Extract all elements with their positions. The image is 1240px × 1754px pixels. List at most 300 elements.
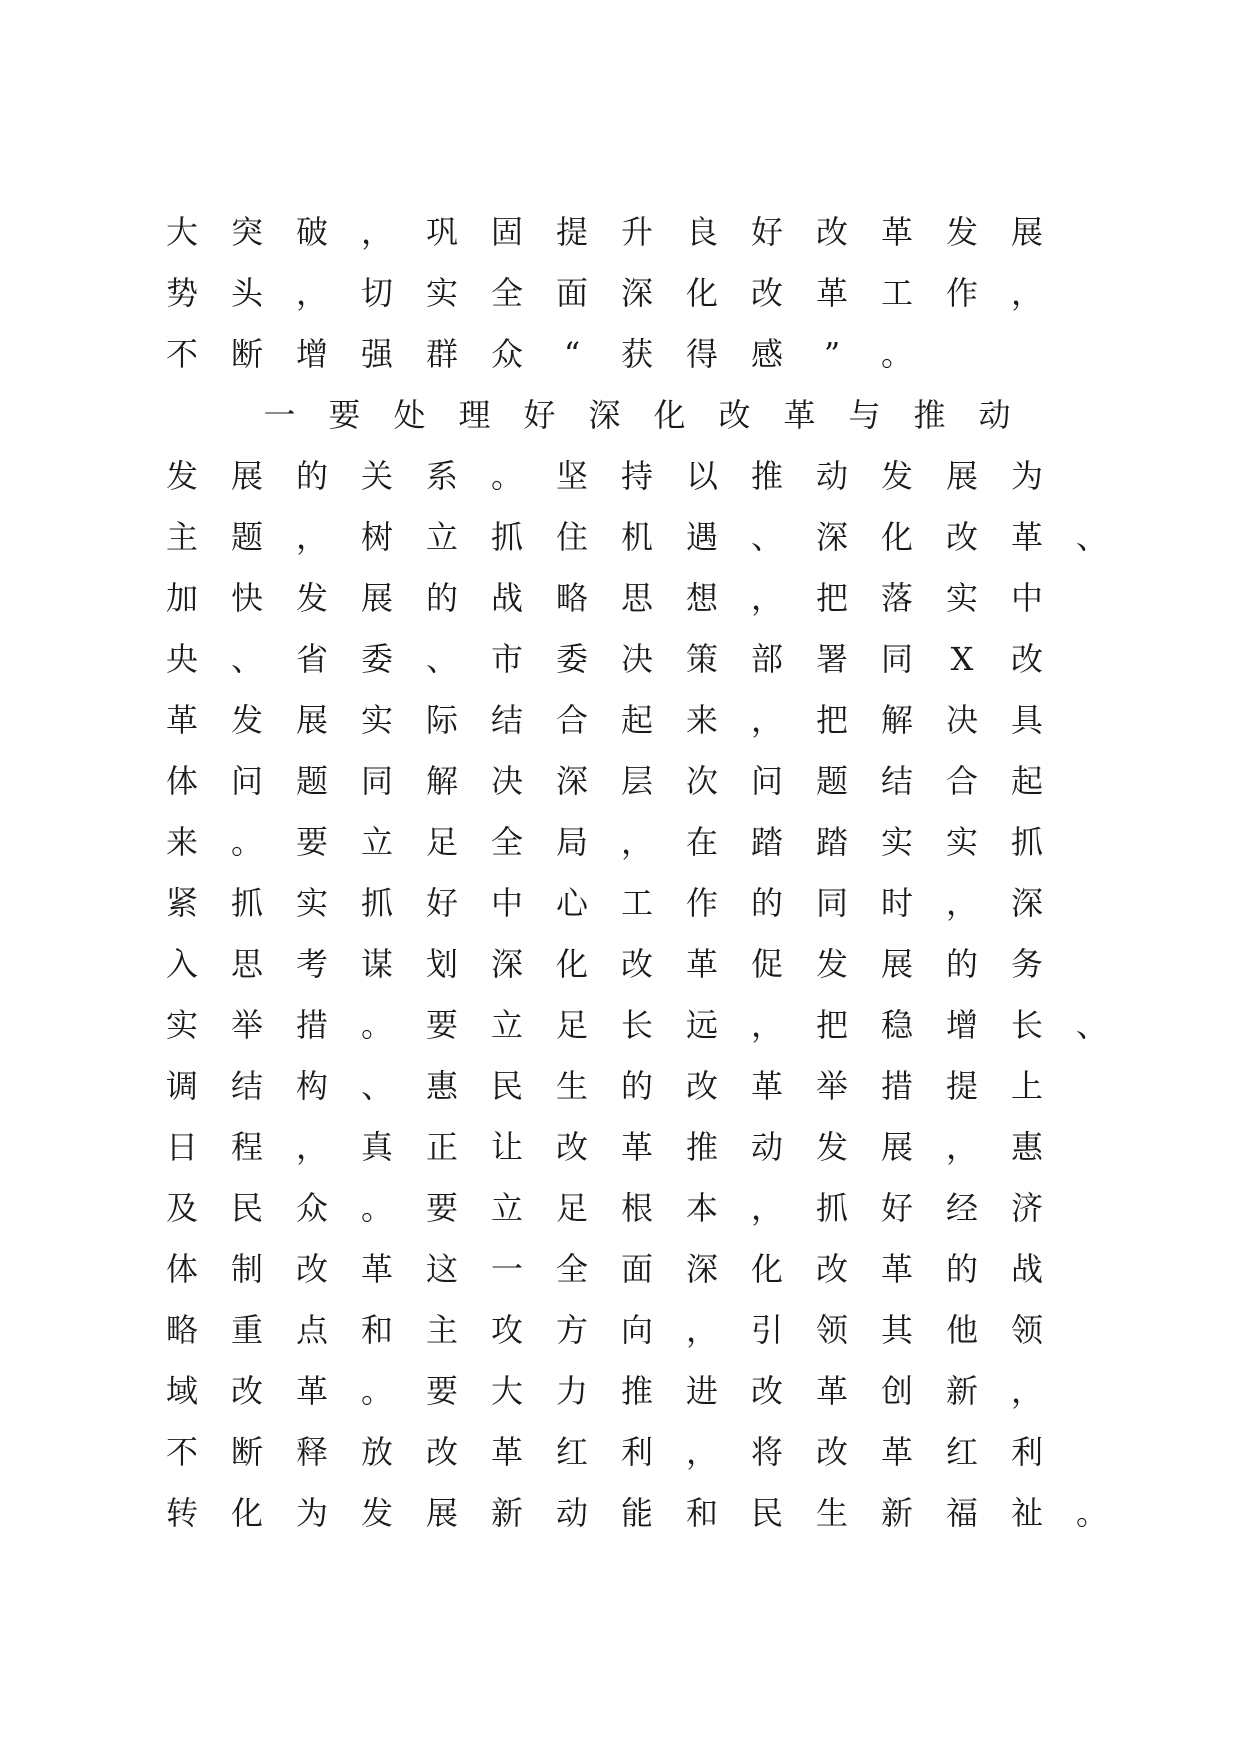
text-char: 要 (425, 1006, 458, 1044)
text-char: 引 (750, 1311, 783, 1349)
text-char: 经 (945, 1189, 978, 1227)
text-char: 抓 (360, 884, 393, 922)
text-line-1 (0, 208, 1240, 256)
text-char: 题 (230, 518, 263, 556)
text-char: 、 (1075, 518, 1108, 556)
text-char: 抓 (490, 518, 523, 556)
text-char: 断 (230, 335, 263, 373)
text-char: 思 (620, 579, 653, 617)
text-char: 展 (230, 457, 263, 495)
text-char: 展 (360, 579, 393, 617)
text-line-8 (0, 635, 1240, 683)
text-char: 全 (490, 274, 523, 312)
text-char: 革 (815, 274, 848, 312)
text-char: 足 (425, 823, 458, 861)
text-char: 释 (295, 1433, 328, 1471)
text-char: 工 (880, 274, 913, 312)
text-char: 的 (425, 579, 458, 617)
text-char: 革 (620, 1128, 653, 1166)
text-char: ， (750, 1006, 783, 1044)
text-char: 举 (230, 1006, 263, 1044)
text-char: 制 (230, 1250, 263, 1288)
text-char: 持 (620, 457, 653, 495)
text-line-4 (0, 391, 1240, 439)
text-char: 同 (880, 640, 913, 678)
text-char: 他 (945, 1311, 978, 1349)
text-char: 济 (1010, 1189, 1043, 1227)
text-char: 日 (165, 1128, 198, 1166)
text-char: 祉 (1010, 1494, 1043, 1532)
text-char: 化 (880, 518, 913, 556)
text-char: 全 (555, 1250, 588, 1288)
text-char: 理 (458, 396, 491, 434)
text-char: 结 (490, 701, 523, 739)
text-char: 立 (360, 823, 393, 861)
text-char: 断 (230, 1433, 263, 1471)
text-char: 让 (490, 1128, 523, 1166)
text-char: 问 (230, 762, 263, 800)
text-char: 本 (685, 1189, 718, 1227)
text-char: 立 (425, 518, 458, 556)
text-char: 谋 (360, 945, 393, 983)
text-char: 发 (230, 701, 263, 739)
text-char: 展 (295, 701, 328, 739)
text-char: 立 (490, 1006, 523, 1044)
text-char: 面 (620, 1250, 653, 1288)
text-char: 程 (230, 1128, 263, 1166)
text-char: 市 (490, 640, 523, 678)
text-char: 合 (555, 701, 588, 739)
text-char: ， (685, 1433, 718, 1471)
text-char: 推 (750, 457, 783, 495)
text-char: 增 (295, 335, 328, 373)
text-char: 面 (555, 274, 588, 312)
text-char: 把 (815, 579, 848, 617)
text-char: 惠 (425, 1067, 458, 1105)
text-line-22 (0, 1489, 1240, 1537)
text-char: 。 (230, 823, 263, 861)
text-char: ， (620, 823, 653, 861)
text-char: 省 (295, 640, 328, 678)
text-char: 利 (620, 1433, 653, 1471)
text-char: 的 (620, 1067, 653, 1105)
text-char: 遇 (685, 518, 718, 556)
text-char: 工 (620, 884, 653, 922)
text-char: 动 (750, 1128, 783, 1166)
text-char: 众 (295, 1189, 328, 1227)
text-char: 构 (295, 1067, 328, 1105)
text-char: 得 (685, 335, 718, 373)
text-line-10 (0, 757, 1240, 805)
text-char: 新 (880, 1494, 913, 1532)
text-line-17 (0, 1184, 1240, 1232)
text-char: 深 (620, 274, 653, 312)
text-char: 。 (360, 1372, 393, 1410)
text-line-5 (0, 452, 1240, 500)
text-char: 方 (555, 1311, 588, 1349)
text-char: 考 (295, 945, 328, 983)
text-char: 具 (1010, 701, 1043, 739)
text-char: 紧 (165, 884, 198, 922)
text-char: 革 (750, 1067, 783, 1105)
text-line-6 (0, 513, 1240, 561)
text-char: 创 (880, 1372, 913, 1410)
text-char: 想 (685, 579, 718, 617)
text-char: 革 (1010, 518, 1043, 556)
text-char: 战 (490, 579, 523, 617)
text-char: 、 (750, 518, 783, 556)
text-char: 深 (815, 518, 848, 556)
text-char: 改 (620, 945, 653, 983)
text-char: 化 (685, 274, 718, 312)
text-char: 不 (165, 1433, 198, 1471)
text-line-21 (0, 1428, 1240, 1476)
text-char: 抓 (815, 1189, 848, 1227)
text-char: 题 (295, 762, 328, 800)
text-char: 长 (620, 1006, 653, 1044)
text-char: 体 (165, 762, 198, 800)
text-char: 提 (945, 1067, 978, 1105)
text-char: 改 (815, 1250, 848, 1288)
text-char: 、 (230, 640, 263, 678)
text-char: 改 (555, 1128, 588, 1166)
text-char: 要 (425, 1189, 458, 1227)
text-char: 心 (555, 884, 588, 922)
text-char: 决 (945, 701, 978, 739)
text-char: 其 (880, 1311, 913, 1349)
text-char: 转 (165, 1494, 198, 1532)
text-char: 势 (165, 274, 198, 312)
text-char: 坚 (555, 457, 588, 495)
text-char: 改 (230, 1372, 263, 1410)
text-char: 体 (165, 1250, 198, 1288)
text-char: 放 (360, 1433, 393, 1471)
text-char: 改 (685, 1067, 718, 1105)
text-char: 深 (1010, 884, 1043, 922)
text-char: 巩 (425, 213, 458, 251)
text-char: 红 (555, 1433, 588, 1471)
text-char: 结 (230, 1067, 263, 1105)
text-char: 作 (685, 884, 718, 922)
text-char: 加 (165, 579, 198, 617)
text-char: 领 (815, 1311, 848, 1349)
text-char: 深 (685, 1250, 718, 1288)
text-line-11 (0, 818, 1240, 866)
text-char: 。 (880, 335, 913, 373)
text-line-9 (0, 696, 1240, 744)
text-char: 抓 (1010, 823, 1043, 861)
text-char: ， (685, 1311, 718, 1349)
text-char: 群 (425, 335, 458, 373)
text-char: 快 (230, 579, 263, 617)
text-char: 力 (555, 1372, 588, 1410)
text-char: 革 (783, 396, 816, 434)
text-char: 的 (945, 945, 978, 983)
text-char: 抓 (230, 884, 263, 922)
text-char: 为 (1010, 457, 1043, 495)
text-char: 策 (685, 640, 718, 678)
text-char: 改 (425, 1433, 458, 1471)
text-char: 良 (685, 213, 718, 251)
text-char: 发 (815, 945, 848, 983)
text-line-15 (0, 1062, 1240, 1110)
text-char: 发 (165, 457, 198, 495)
text-char: 踏 (815, 823, 848, 861)
text-char: ， (295, 518, 328, 556)
text-char: 、 (1075, 1006, 1108, 1044)
text-char: 好 (425, 884, 458, 922)
text-char: 推 (913, 396, 946, 434)
text-char: 结 (880, 762, 913, 800)
text-char: 新 (945, 1372, 978, 1410)
text-char: 化 (555, 945, 588, 983)
text-char: 踏 (750, 823, 783, 861)
text-char: 的 (295, 457, 328, 495)
text-char: 署 (815, 640, 848, 678)
text-char: 这 (425, 1250, 458, 1288)
text-char: 起 (620, 701, 653, 739)
text-char: 时 (880, 884, 913, 922)
text-char: 全 (490, 823, 523, 861)
text-char: ， (295, 274, 328, 312)
text-char: 机 (620, 518, 653, 556)
text-line-18 (0, 1245, 1240, 1293)
text-char: 将 (750, 1433, 783, 1471)
text-char: 强 (360, 335, 393, 373)
text-char: 生 (815, 1494, 848, 1532)
text-line-20 (0, 1367, 1240, 1415)
text-char: 革 (165, 701, 198, 739)
text-char: 化 (750, 1250, 783, 1288)
text-char: 要 (425, 1372, 458, 1410)
text-char: 略 (555, 579, 588, 617)
text-char: 树 (360, 518, 393, 556)
text-char: 决 (490, 762, 523, 800)
text-char: 部 (750, 640, 783, 678)
text-char: 划 (425, 945, 458, 983)
text-char: 固 (490, 213, 523, 251)
text-char: X (950, 640, 974, 678)
text-char: ， (295, 1128, 328, 1166)
text-char: 解 (880, 701, 913, 739)
text-char: 头 (230, 274, 263, 312)
text-line-7 (0, 574, 1240, 622)
text-char: 及 (165, 1189, 198, 1227)
text-char: ， (750, 1189, 783, 1227)
text-line-2 (0, 269, 1240, 317)
text-char: ， (945, 1128, 978, 1166)
text-char: 破 (295, 213, 328, 251)
text-char: 切 (360, 274, 393, 312)
text-char: 改 (815, 1433, 848, 1471)
text-char: 、 (360, 1067, 393, 1105)
text-char: 委 (555, 640, 588, 678)
text-char: 升 (620, 213, 653, 251)
text-char: 化 (230, 1494, 263, 1532)
text-char: 革 (490, 1433, 523, 1471)
text-char: 实 (945, 579, 978, 617)
text-char: ， (750, 701, 783, 739)
text-char: 展 (880, 945, 913, 983)
text-char: 生 (555, 1067, 588, 1105)
text-char: 增 (945, 1006, 978, 1044)
text-char: 要 (295, 823, 328, 861)
text-char: 以 (685, 457, 718, 495)
text-char: 。 (360, 1006, 393, 1044)
text-char: “ (563, 335, 581, 373)
text-char: 重 (230, 1311, 263, 1349)
text-char: 来 (165, 823, 198, 861)
text-char: 利 (1010, 1433, 1043, 1471)
text-char: 举 (815, 1067, 848, 1105)
text-char: 关 (360, 457, 393, 495)
text-char: 层 (620, 762, 653, 800)
text-char: 局 (555, 823, 588, 861)
text-char: 发 (880, 457, 913, 495)
text-char: 改 (295, 1250, 328, 1288)
text-char: 不 (165, 335, 198, 373)
text-char: 措 (880, 1067, 913, 1105)
text-char: 发 (295, 579, 328, 617)
text-line-14 (0, 1001, 1240, 1049)
text-char: 展 (1010, 213, 1043, 251)
text-char: 处 (393, 396, 426, 434)
text-char: 实 (425, 274, 458, 312)
text-char: 好 (750, 213, 783, 251)
text-char: 远 (685, 1006, 718, 1044)
text-char: 民 (230, 1189, 263, 1227)
text-char: 住 (555, 518, 588, 556)
text-line-12 (0, 879, 1240, 927)
text-char: 好 (880, 1189, 913, 1227)
text-char: 众 (490, 335, 523, 373)
text-char: 根 (620, 1189, 653, 1227)
text-char: 改 (750, 1372, 783, 1410)
text-char: 深 (490, 945, 523, 983)
text-char: 立 (490, 1189, 523, 1227)
text-char: 稳 (880, 1006, 913, 1044)
text-char: 动 (555, 1494, 588, 1532)
text-char: 革 (295, 1372, 328, 1410)
text-char: 革 (880, 1250, 913, 1288)
text-char: 一 (263, 396, 296, 434)
text-char: 把 (815, 1006, 848, 1044)
text-char: 主 (165, 518, 198, 556)
text-char: 中 (1010, 579, 1043, 617)
text-char: 化 (653, 396, 686, 434)
text-char: 好 (523, 396, 556, 434)
text-char: 实 (880, 823, 913, 861)
text-char: 大 (490, 1372, 523, 1410)
text-char: ” (823, 335, 841, 373)
text-char: 深 (588, 396, 621, 434)
text-char: 领 (1010, 1311, 1043, 1349)
text-char: 措 (295, 1006, 328, 1044)
text-char: 中 (490, 884, 523, 922)
text-char: 发 (815, 1128, 848, 1166)
text-char: 展 (425, 1494, 458, 1532)
text-char: 提 (555, 213, 588, 251)
text-char: 域 (165, 1372, 198, 1410)
text-char: 革 (815, 1372, 848, 1410)
text-char: 革 (880, 1433, 913, 1471)
text-char: 解 (425, 762, 458, 800)
text-char: 大 (165, 213, 198, 251)
text-char: 实 (945, 823, 978, 861)
text-line-3 (0, 330, 1240, 378)
text-char: 起 (1010, 762, 1043, 800)
text-char: 和 (360, 1311, 393, 1349)
text-char: 实 (295, 884, 328, 922)
text-char: 与 (848, 396, 881, 434)
text-char: 调 (165, 1067, 198, 1105)
text-char: 和 (685, 1494, 718, 1532)
text-char: 长 (1010, 1006, 1043, 1044)
text-char: 动 (815, 457, 848, 495)
text-char: ， (360, 213, 393, 251)
text-char: ， (1010, 1372, 1043, 1410)
text-line-19 (0, 1306, 1240, 1354)
text-char: 落 (880, 579, 913, 617)
text-char: 推 (620, 1372, 653, 1410)
text-char: 为 (295, 1494, 328, 1532)
text-char: 问 (750, 762, 783, 800)
text-char: 改 (815, 213, 848, 251)
text-char: 发 (945, 213, 978, 251)
text-char: 推 (685, 1128, 718, 1166)
text-char: 合 (945, 762, 978, 800)
text-char: 革 (360, 1250, 393, 1288)
text-char: 要 (328, 396, 361, 434)
text-char: 惠 (1010, 1128, 1043, 1166)
text-char: 。 (1075, 1494, 1108, 1532)
text-char: 委 (360, 640, 393, 678)
text-char: 略 (165, 1311, 198, 1349)
text-char: 决 (620, 640, 653, 678)
text-char: 思 (230, 945, 263, 983)
text-char: 同 (360, 762, 393, 800)
text-char: 、 (425, 640, 458, 678)
text-char: 改 (718, 396, 751, 434)
text-char: 一 (490, 1250, 523, 1288)
text-char: 足 (555, 1189, 588, 1227)
text-char: ， (750, 579, 783, 617)
text-char: 作 (945, 274, 978, 312)
text-char: 实 (360, 701, 393, 739)
text-char: 能 (620, 1494, 653, 1532)
text-char: 福 (945, 1494, 978, 1532)
text-char: 攻 (490, 1311, 523, 1349)
text-char: 深 (555, 762, 588, 800)
text-char: 展 (880, 1128, 913, 1166)
text-char: 感 (750, 335, 783, 373)
text-line-13 (0, 940, 1240, 988)
text-char: 突 (230, 213, 263, 251)
text-char: 红 (945, 1433, 978, 1471)
text-char: 次 (685, 762, 718, 800)
text-char: 改 (945, 518, 978, 556)
text-char: 正 (425, 1128, 458, 1166)
text-char: 进 (685, 1372, 718, 1410)
text-char: 央 (165, 640, 198, 678)
text-char: 把 (815, 701, 848, 739)
text-char: 。 (490, 457, 523, 495)
text-char: ， (945, 884, 978, 922)
text-line-16 (0, 1123, 1240, 1171)
text-char: 促 (750, 945, 783, 983)
text-char: 战 (1010, 1250, 1043, 1288)
text-char: 际 (425, 701, 458, 739)
